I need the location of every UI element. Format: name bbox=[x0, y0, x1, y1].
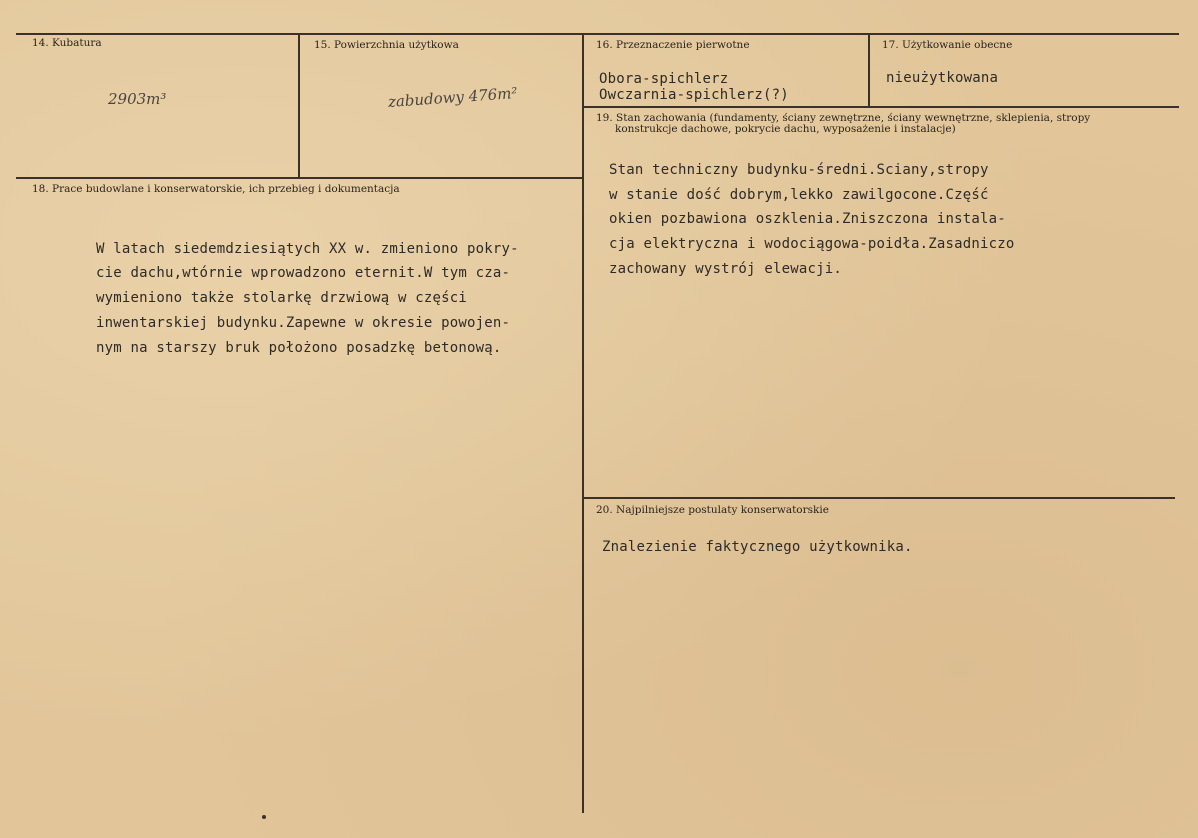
ink-dot bbox=[262, 815, 266, 819]
divider-14-15 bbox=[298, 35, 300, 177]
divider-16-17 bbox=[868, 35, 870, 107]
field-19-line: cja elektryczna i wodociągowa-poidła.Zasadniczo bbox=[609, 236, 1015, 252]
field-20-value: Znalezienie faktycznego użytkownika. bbox=[602, 539, 913, 555]
field-14-label: 14. Kubatura bbox=[32, 37, 102, 49]
field-18-line: cie dachu,wtórnie wprowadzono eternit.W tym cza- bbox=[96, 265, 511, 281]
main-vertical-divider bbox=[582, 35, 584, 813]
field-18-line: wymieniono także stolarkę drzwiową w części bbox=[96, 290, 468, 306]
field-18-line: W latach siedemdziesiątych XX w. zmieniono pokry- bbox=[96, 241, 519, 257]
field-14-value: 2903m³ bbox=[108, 90, 167, 108]
field-15-label: 15. Powierzchnia użytkowa bbox=[314, 39, 459, 51]
rule-above-18 bbox=[16, 177, 583, 179]
field-16-value-line2: Owczarnia-spichlerz(?) bbox=[599, 87, 789, 103]
top-rule bbox=[16, 33, 1179, 35]
field-15-value: zabudowy 476m² bbox=[387, 83, 519, 111]
field-20-label: 20. Najpilniejsze postulaty konserwatorskie bbox=[596, 504, 829, 516]
field-19-label-line2: konstrukcje dachowe, pokrycie dachu, wyposażenie i instalacje) bbox=[615, 123, 956, 135]
field-19-line: okien pozbawiona oszklenia.Zniszczona instala- bbox=[609, 211, 1006, 227]
field-19-line: zachowany wystrój elewacji. bbox=[609, 261, 842, 277]
field-19-line: Stan techniczny budynku-średni.Sciany,stropy bbox=[609, 162, 989, 178]
field-18-line: nym na starszy bruk położono posadzkę betonową. bbox=[96, 340, 502, 356]
field-17-label: 17. Użytkowanie obecne bbox=[882, 39, 1013, 51]
field-16-label: 16. Przeznaczenie pierwotne bbox=[596, 39, 750, 51]
field-16-value-line1: Obora-spichlerz bbox=[599, 71, 729, 87]
field-18-label: 18. Prace budowlane i konserwatorskie, ich przebieg i dokumentacja bbox=[32, 183, 400, 195]
rule-above-20 bbox=[583, 497, 1175, 499]
rule-above-19 bbox=[583, 106, 1179, 108]
field-19-label-line1: 19. Stan zachowania (fundamenty, ściany zewnętrzne, ściany wewnętrzne, sklepienia, stropy bbox=[596, 112, 1091, 124]
field-18-line: inwentarskiej budynku.Zapewne w okresie powojen- bbox=[96, 315, 511, 331]
field-17-value: nieużytkowana bbox=[886, 70, 999, 86]
field-19-line: w stanie dość dobrym,lekko zawilgocone.Część bbox=[609, 187, 989, 203]
